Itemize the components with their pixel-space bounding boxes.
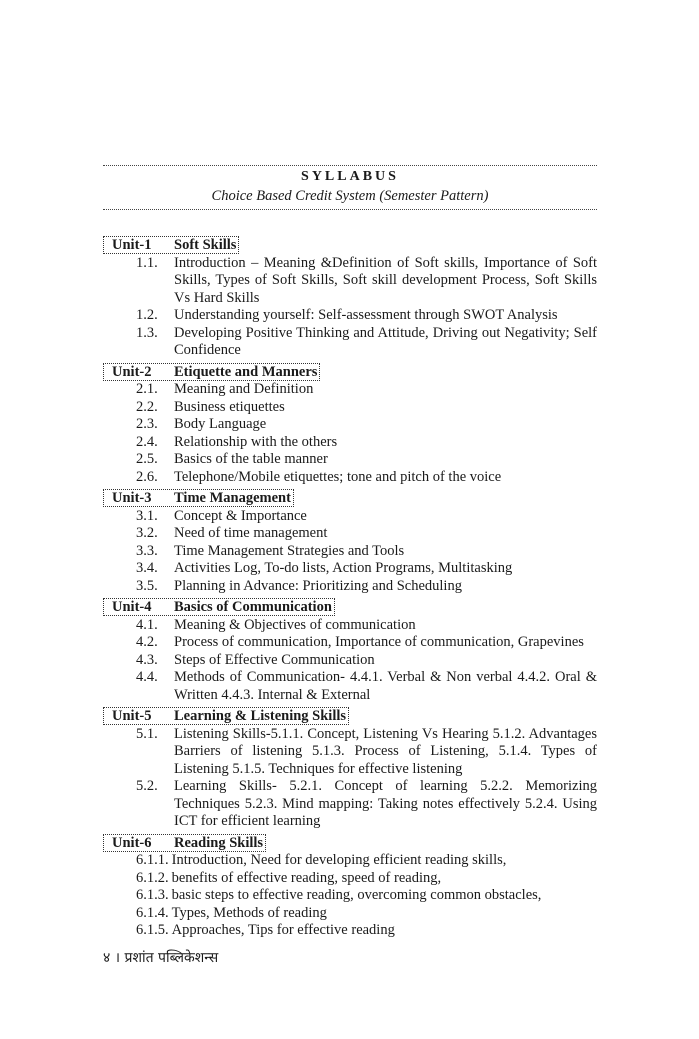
syllabus-item xyxy=(103,726,597,779)
item-text: Basics of the table manner xyxy=(174,451,328,467)
unit-title: Reading Skills xyxy=(174,834,264,851)
item-number: 2.3. xyxy=(136,416,158,432)
item-number-cell xyxy=(103,887,172,905)
unit-heading xyxy=(103,236,239,254)
syllabus-item xyxy=(103,870,597,888)
item-text: Relationship with the others xyxy=(174,433,338,450)
item-number-cell xyxy=(103,617,174,635)
item-text: Planning in Advance: Prioritizing and Scheduling xyxy=(174,577,462,594)
item-text: Types, Methods of reading xyxy=(171,904,327,921)
item-number-cell xyxy=(103,469,174,487)
unit-label: Unit-6 xyxy=(112,834,152,851)
syllabus-item xyxy=(103,307,597,325)
item-text: Steps of Effective Communication xyxy=(174,651,375,668)
syllabus-item xyxy=(103,451,597,469)
syllabus-item xyxy=(103,434,597,452)
item-number: 3.2. xyxy=(136,525,158,541)
syllabus-item xyxy=(103,669,597,704)
item-text: Concept & Importance xyxy=(174,507,307,524)
item-number: 4.3. xyxy=(136,651,158,668)
syllabus-item xyxy=(103,255,597,308)
unit-heading xyxy=(103,834,266,852)
item-number-cell xyxy=(103,543,174,561)
unit-heading xyxy=(103,598,335,616)
item-text: Meaning & Objectives of communication xyxy=(174,616,416,633)
item-number: 1.2. xyxy=(136,307,158,323)
item-number-cell xyxy=(103,726,174,779)
unit-label: Unit-5 xyxy=(112,708,152,724)
item-number: 4.2. xyxy=(136,634,158,650)
item-number: 3.3. xyxy=(136,542,158,559)
item-number: 2.1. xyxy=(136,381,158,397)
unit-title: Learning & Listening Skills xyxy=(174,708,347,724)
item-text: Time Management Strategies and Tools xyxy=(174,542,405,559)
item-number: 2.2. xyxy=(136,398,158,415)
item-text: Process of communication, Importance of communication, Grapevines xyxy=(174,634,584,650)
unit-title: Etiquette and Manners xyxy=(174,363,318,380)
item-text: Introduction, Need for developing efficient reading skills, xyxy=(171,852,507,868)
item-number-cell xyxy=(103,399,174,417)
syllabus-item xyxy=(103,922,597,940)
item-number: 2.4. xyxy=(136,433,158,450)
item-number-cell xyxy=(103,255,174,308)
unit-title: Soft Skills xyxy=(174,237,237,253)
item-text: Meaning and Definition xyxy=(174,381,314,397)
item-number-cell xyxy=(103,905,172,923)
syllabus-item xyxy=(103,508,597,526)
syllabus-item xyxy=(103,381,597,399)
top-rule xyxy=(103,165,597,166)
item-number: 2.5. xyxy=(136,451,158,467)
unit-section xyxy=(103,486,597,595)
item-number-cell xyxy=(103,778,174,831)
item-number: 1.1. xyxy=(136,254,158,271)
item-number-cell xyxy=(103,525,174,543)
page-title: SYLLABUS xyxy=(301,169,399,184)
unit-section xyxy=(103,704,597,831)
unit-section xyxy=(103,831,597,940)
item-text: benefits of effective reading, speed of reading, xyxy=(171,869,442,886)
item-text: Learning Skills- 5.2.1. Concept of learning 5.2.2. Memorizing Techniques 5.2.3. Mind mapping: Taking notes effectively 5.2.4. Using ICT for efficient learning xyxy=(174,778,597,829)
unit-title: Basics of Communication xyxy=(174,599,332,615)
syllabus-item xyxy=(103,469,597,487)
syllabus-item xyxy=(103,416,597,434)
unit-label: Unit-3 xyxy=(112,490,152,506)
item-text: Listening Skills-5.1.1. Concept, Listening Vs Hearing 5.1.2. Advantages Barriers of listening 5.1.3. Process of Listening, 5.1.4. Types of Listening 5.1.5. Techniques for effective listening xyxy=(174,725,597,777)
syllabus-item xyxy=(103,634,597,652)
unit-heading xyxy=(103,707,349,725)
item-number-cell xyxy=(103,634,174,652)
item-text: Developing Positive Thinking and Attitude, Driving out Negativity; Self Confidence xyxy=(174,324,597,358)
unit-label: Unit-1 xyxy=(112,237,152,253)
item-number: 3.1. xyxy=(136,507,158,524)
item-number: 2.6. xyxy=(136,468,158,485)
item-number: 4.4. xyxy=(136,669,158,685)
item-text: Approaches, Tips for effective reading xyxy=(171,922,395,938)
syllabus-item xyxy=(103,905,597,923)
syllabus-item xyxy=(103,617,597,635)
syllabus-item xyxy=(103,399,597,417)
unit-title: Time Management xyxy=(174,490,291,506)
item-number: 6.1.1. xyxy=(136,852,169,868)
unit-label: Unit-4 xyxy=(112,599,152,615)
item-number: 5.1. xyxy=(136,725,158,742)
item-number: 1.3. xyxy=(136,324,158,341)
item-text: Understanding yourself: Self-assessment through SWOT Analysis xyxy=(174,307,558,323)
item-number: 4.1. xyxy=(136,616,158,633)
item-number: 6.1.2. xyxy=(136,869,169,886)
item-text: Need of time management xyxy=(174,525,328,541)
item-number-cell xyxy=(103,381,174,399)
unit-section xyxy=(103,233,597,360)
item-number-cell xyxy=(103,560,174,578)
item-number-cell xyxy=(103,852,172,870)
syllabus-item xyxy=(103,525,597,543)
unit-label: Unit-2 xyxy=(112,363,152,380)
item-text: basic steps to effective reading, overcoming common obstacles, xyxy=(171,887,542,903)
item-number: 3.4. xyxy=(136,560,158,576)
unit-heading xyxy=(103,489,294,507)
syllabus-content xyxy=(103,233,597,940)
item-number: 6.1.4. xyxy=(136,904,169,921)
item-number: 6.1.5. xyxy=(136,922,169,938)
syllabus-item xyxy=(103,578,597,596)
item-number-cell xyxy=(103,434,174,452)
unit-section xyxy=(103,595,597,704)
unit-heading xyxy=(103,363,320,381)
syllabus-item xyxy=(103,887,597,905)
page-subtitle: Choice Based Credit System (Semester Pattern) xyxy=(211,188,489,204)
item-number: 6.1.3. xyxy=(136,887,169,903)
item-text: Methods of Communication- 4.4.1. Verbal & Non verbal 4.4.2. Oral & Written 4.4.3. Internal & External xyxy=(174,669,597,703)
item-number-cell xyxy=(103,451,174,469)
item-text: Business etiquettes xyxy=(174,398,285,415)
item-number-cell xyxy=(103,669,174,704)
syllabus-item xyxy=(103,778,597,831)
item-number-cell xyxy=(103,870,172,888)
item-number-cell xyxy=(103,578,174,596)
item-text: Activities Log, To-do lists, Action Programs, Multitasking xyxy=(174,560,513,576)
item-number: 3.5. xyxy=(136,577,158,594)
syllabus-item xyxy=(103,543,597,561)
item-number: 5.2. xyxy=(136,778,158,794)
item-number-cell xyxy=(103,922,172,940)
syllabus-item xyxy=(103,652,597,670)
syllabus-item xyxy=(103,852,597,870)
item-text: Telephone/Mobile etiquettes; tone and pitch of the voice xyxy=(174,468,502,485)
item-number-cell xyxy=(103,307,174,325)
item-text: Body Language xyxy=(174,416,267,432)
item-number-cell xyxy=(103,325,174,360)
header-bottom-rule xyxy=(103,209,597,210)
syllabus-item xyxy=(103,560,597,578)
syllabus-item xyxy=(103,325,597,360)
unit-section xyxy=(103,360,597,487)
item-number-cell xyxy=(103,416,174,434)
item-number-cell xyxy=(103,508,174,526)
item-text: Introduction – Meaning &Definition of Soft skills, Importance of Soft Skills, Types of Soft Skills, Soft skill development Process, Soft Skills Vs Hard Skills xyxy=(174,254,597,306)
item-number-cell xyxy=(103,652,174,670)
page-footer: ४ । प्रशांत पब्लिकेशन्स xyxy=(103,950,219,966)
